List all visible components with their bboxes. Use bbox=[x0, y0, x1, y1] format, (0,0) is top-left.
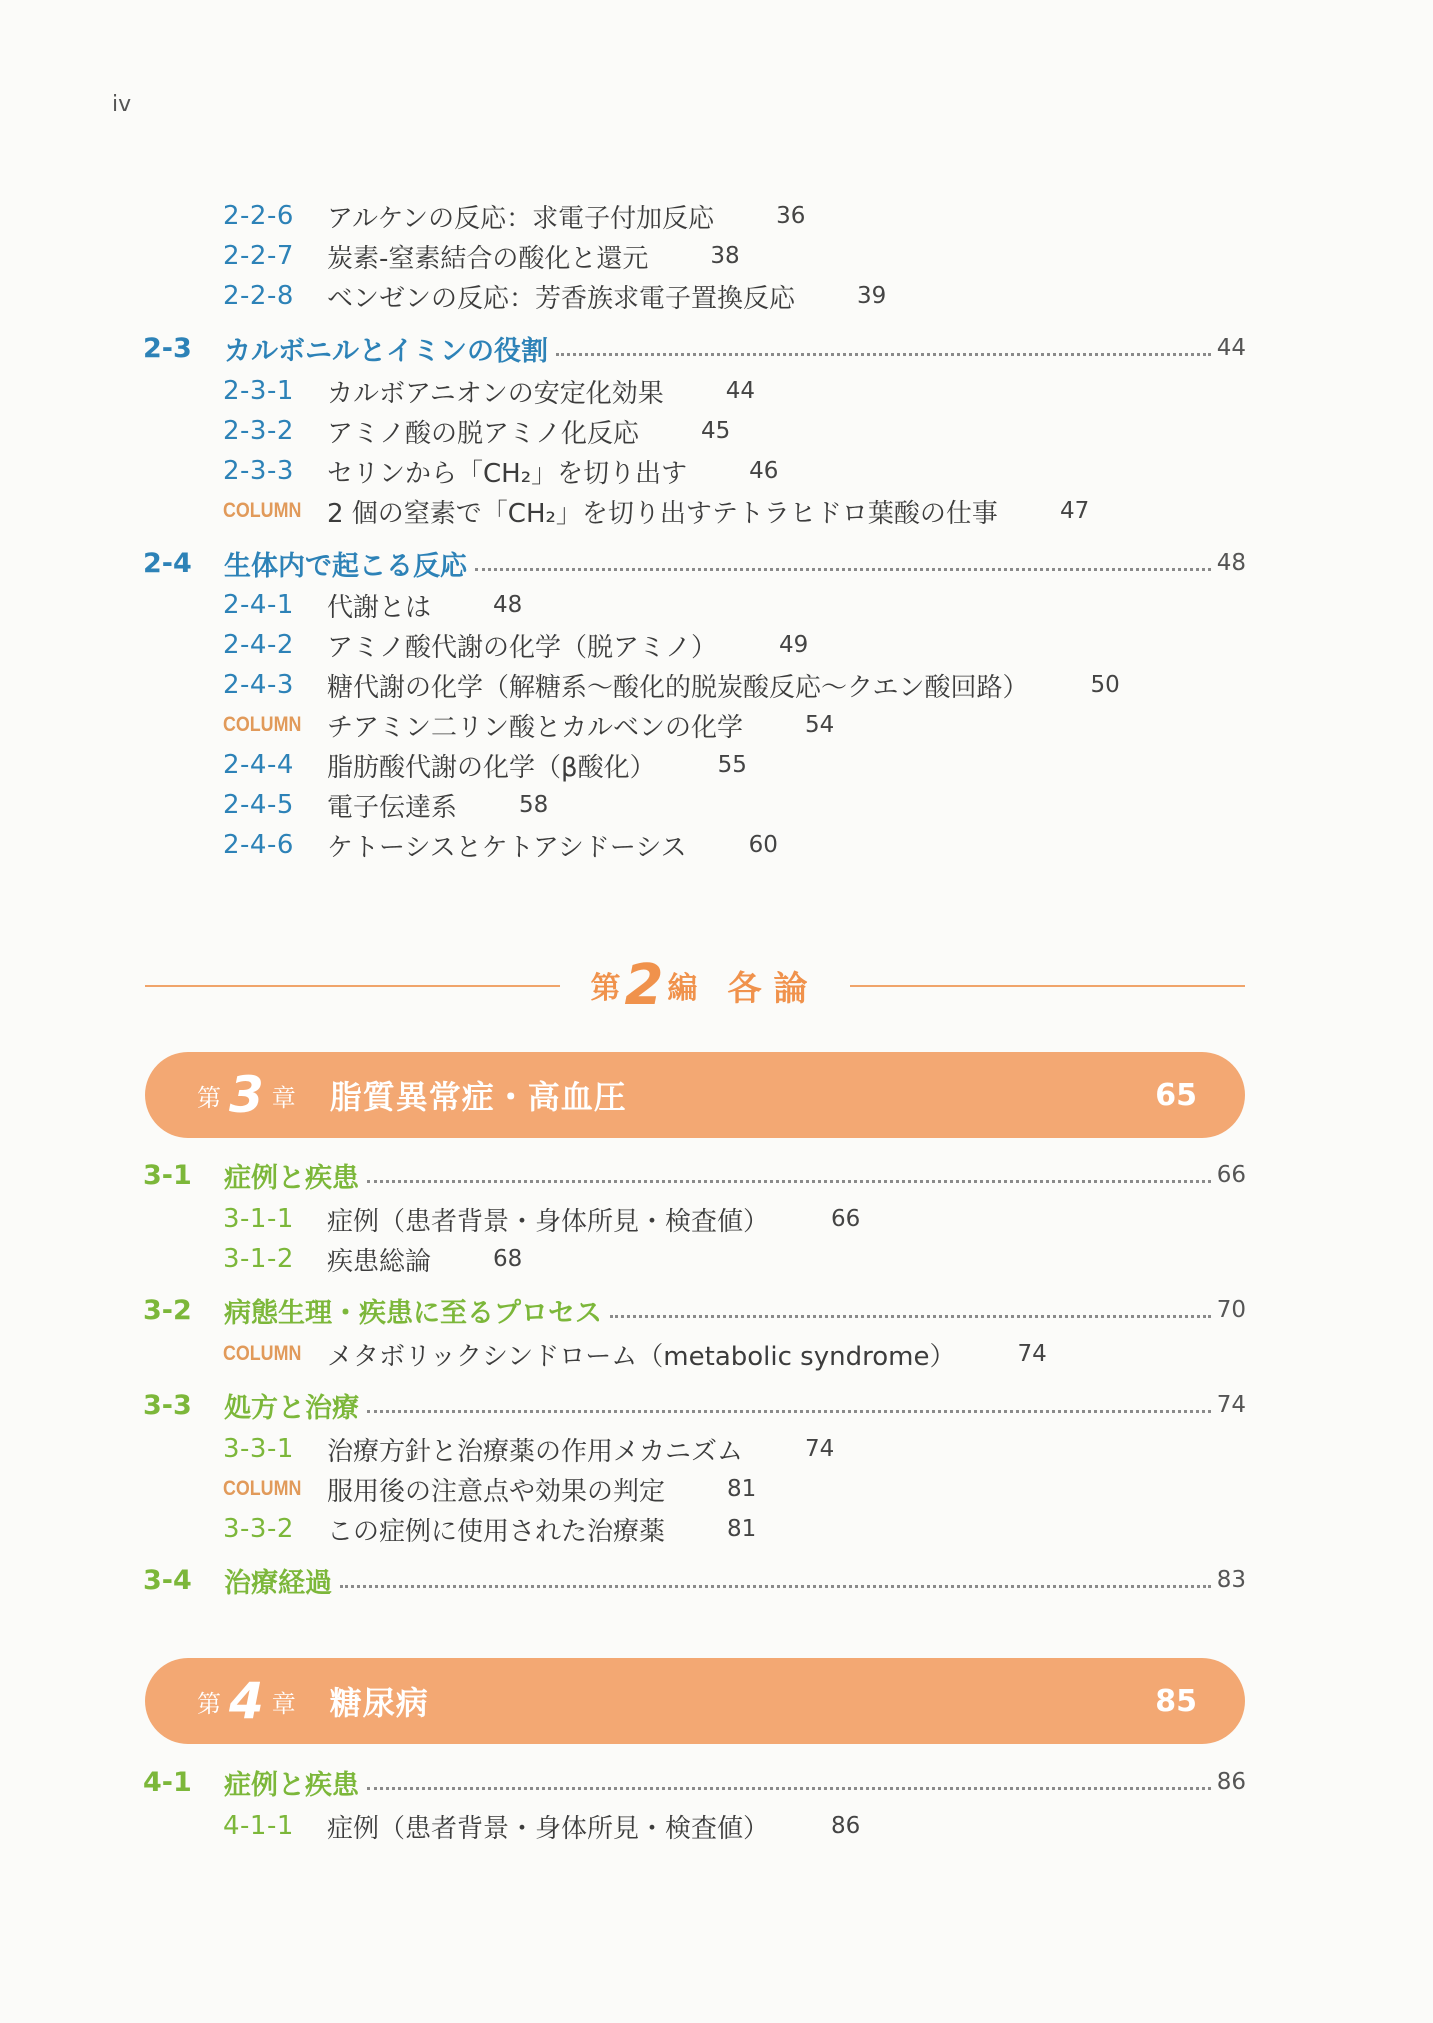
chapter-suffix: 章 bbox=[271, 1083, 296, 1112]
section-number: 3-2 bbox=[143, 1294, 192, 1326]
part-name: 各論 bbox=[727, 968, 820, 1009]
toc-section-4-1[interactable] bbox=[143, 1762, 1246, 1802]
subsection-page: 86 bbox=[831, 1813, 861, 1839]
subsection-title: セリンから「CH₂」を切り出す bbox=[327, 458, 688, 489]
part-heading bbox=[560, 952, 850, 1018]
column-label: COLUMN bbox=[223, 713, 302, 736]
subsection-title: 症例（患者背景・身体所見・検査値） bbox=[327, 1813, 770, 1844]
leader-dots bbox=[367, 1787, 1211, 1790]
subsection-number: 2-2-8 bbox=[223, 281, 294, 311]
subsection-number: 2-4-6 bbox=[223, 830, 294, 860]
subsection-title: 脂肪酸代謝の化学（β酸化） bbox=[327, 752, 656, 783]
leader-dots bbox=[367, 1180, 1211, 1183]
subsection-number: 2-4-1 bbox=[223, 590, 294, 620]
section-page: 48 bbox=[1216, 550, 1246, 576]
subsection-number: 2-4-2 bbox=[223, 630, 294, 660]
column-title: 2 個の窒素で「CH₂」を切り出すテトラヒドロ葉酸の仕事 bbox=[327, 498, 998, 529]
column-label: COLUMN bbox=[223, 1477, 302, 1500]
subsection-title: 糖代謝の化学（解糖系〜酸化的脱炭酸反応〜クエン酸回路） bbox=[327, 672, 1029, 703]
section-page: 66 bbox=[1216, 1162, 1246, 1188]
subsection-title: 治療方針と治療薬の作用メカニズム bbox=[327, 1436, 744, 1467]
section-title: 治療経過 bbox=[224, 1567, 332, 1599]
subsection-page: 55 bbox=[717, 752, 747, 778]
subsection-title: 電子伝達系 bbox=[327, 792, 458, 823]
leader-dots bbox=[340, 1585, 1211, 1588]
subsection-title: カルボアニオンの安定化効果 bbox=[327, 378, 664, 409]
subsection-number: 3-3-1 bbox=[223, 1434, 294, 1464]
section-title: 生体内で起こる反応 bbox=[224, 550, 467, 582]
subsection-page: 50 bbox=[1090, 672, 1120, 698]
subsection-title: 炭素-窒素結合の酸化と還元 bbox=[327, 243, 649, 274]
section-title: 症例と疾患 bbox=[224, 1769, 359, 1801]
column-label: COLUMN bbox=[223, 1342, 302, 1365]
chapter-title: 脂質異常症・高血圧 bbox=[329, 1078, 627, 1116]
page-number: iv bbox=[112, 92, 132, 117]
column-label: COLUMN bbox=[223, 499, 302, 522]
subsection-title: ケトーシスとケトアシドーシス bbox=[327, 832, 687, 863]
subsection-page: 74 bbox=[805, 1436, 835, 1462]
subsection-title: アミノ酸の脱アミノ化反応 bbox=[327, 418, 640, 449]
subsection-number: 3-3-2 bbox=[223, 1514, 294, 1544]
subsection-title: ベンゼンの反応：芳香族求電子置換反応 bbox=[327, 283, 796, 314]
column-page: 81 bbox=[727, 1476, 757, 1502]
toc-section-3-4[interactable] bbox=[143, 1560, 1246, 1600]
subsection-title: 代謝とは bbox=[327, 592, 432, 623]
section-number: 3-1 bbox=[143, 1159, 192, 1191]
column-page: 74 bbox=[1017, 1341, 1047, 1367]
section-number: 4-1 bbox=[143, 1766, 192, 1798]
column-title: チアミン二リン酸とカルベンの化学 bbox=[327, 712, 744, 743]
subsection-number: 4-1-1 bbox=[223, 1811, 294, 1841]
subsection-number: 2-3-2 bbox=[223, 416, 294, 446]
subsection-page: 39 bbox=[857, 283, 887, 309]
subsection-title: 疾患総論 bbox=[327, 1246, 432, 1277]
chapter-title: 糖尿病 bbox=[329, 1684, 429, 1722]
toc-section-3-1[interactable] bbox=[143, 1155, 1246, 1195]
part-prefix: 第 bbox=[590, 971, 621, 1006]
subsection-page: 81 bbox=[727, 1516, 757, 1542]
subsection-number: 2-2-6 bbox=[223, 201, 294, 231]
chapter-page: 85 bbox=[1155, 1683, 1197, 1719]
subsection-number: 2-4-3 bbox=[223, 670, 294, 700]
subsection-number: 2-3-3 bbox=[223, 456, 294, 486]
column-title: メタボリックシンドローム（metabolic syndrome） bbox=[327, 1341, 956, 1372]
subsection-title: アミノ酸代謝の化学（脱アミノ） bbox=[327, 632, 718, 663]
section-number: 3-4 bbox=[143, 1564, 192, 1596]
part-number: 2 bbox=[624, 952, 664, 1018]
chapter-prefix: 第 bbox=[197, 1083, 221, 1112]
part-rule-left bbox=[145, 985, 560, 987]
chapter-number: 4 bbox=[229, 1672, 264, 1730]
section-title: 処方と治療 bbox=[224, 1392, 359, 1424]
column-page: 54 bbox=[805, 712, 835, 738]
chapter-prefix: 第 bbox=[197, 1689, 221, 1718]
section-title: 症例と疾患 bbox=[224, 1162, 359, 1194]
subsection-page: 46 bbox=[749, 458, 779, 484]
section-page: 83 bbox=[1216, 1567, 1246, 1593]
chapter-4-banner[interactable] bbox=[145, 1658, 1245, 1744]
toc-section-3-3[interactable] bbox=[143, 1385, 1246, 1425]
section-title: 病態生理・疾患に至るプロセス bbox=[224, 1297, 602, 1329]
section-title: カルボニルとイミンの役割 bbox=[224, 335, 548, 367]
subsection-title: 症例（患者背景・身体所見・検査値） bbox=[327, 1206, 770, 1237]
part-rule-right bbox=[850, 985, 1245, 987]
column-page: 47 bbox=[1059, 498, 1090, 524]
chapter-page: 65 bbox=[1155, 1077, 1197, 1113]
section-page: 44 bbox=[1216, 335, 1246, 361]
section-number: 3-3 bbox=[143, 1389, 192, 1421]
subsection-page: 44 bbox=[725, 378, 755, 404]
subsection-page: 66 bbox=[831, 1206, 861, 1232]
toc-section-2-4[interactable] bbox=[143, 543, 1246, 583]
subsection-number: 2-4-5 bbox=[223, 790, 294, 820]
subsection-page: 68 bbox=[493, 1246, 523, 1272]
section-page: 86 bbox=[1216, 1769, 1246, 1795]
subsection-page: 48 bbox=[493, 592, 523, 618]
part-suffix: 編 bbox=[667, 971, 698, 1006]
leader-dots bbox=[475, 568, 1211, 571]
subsection-page: 58 bbox=[519, 792, 549, 818]
leader-dots bbox=[610, 1315, 1211, 1318]
subsection-page: 60 bbox=[748, 832, 778, 858]
subsection-title: この症例に使用された治療薬 bbox=[327, 1516, 666, 1547]
toc-section-3-2[interactable] bbox=[143, 1290, 1246, 1330]
subsection-number: 2-4-4 bbox=[223, 750, 294, 780]
leader-dots bbox=[367, 1410, 1211, 1413]
subsection-number: 3-1-1 bbox=[223, 1204, 294, 1234]
column-title: 服用後の注意点や効果の判定 bbox=[327, 1476, 666, 1507]
subsection-page: 38 bbox=[710, 243, 740, 269]
leader-dots bbox=[556, 353, 1211, 356]
chapter-3-banner[interactable] bbox=[145, 1052, 1245, 1138]
subsection-number: 2-3-1 bbox=[223, 376, 294, 406]
subsection-page: 49 bbox=[779, 632, 809, 658]
section-page: 74 bbox=[1216, 1392, 1246, 1418]
subsection-title: アルケンの反応：求電子付加反応 bbox=[327, 203, 715, 234]
subsection-page: 45 bbox=[701, 418, 731, 444]
chapter-suffix: 章 bbox=[271, 1689, 296, 1718]
toc-section-2-3[interactable] bbox=[143, 328, 1246, 368]
subsection-number: 3-1-2 bbox=[223, 1244, 294, 1274]
subsection-number: 2-2-7 bbox=[223, 241, 294, 271]
subsection-page: 36 bbox=[776, 203, 806, 229]
chapter-number: 3 bbox=[229, 1066, 264, 1124]
section-number: 2-4 bbox=[143, 547, 192, 579]
section-number: 2-3 bbox=[143, 332, 192, 364]
section-page: 70 bbox=[1216, 1297, 1246, 1323]
